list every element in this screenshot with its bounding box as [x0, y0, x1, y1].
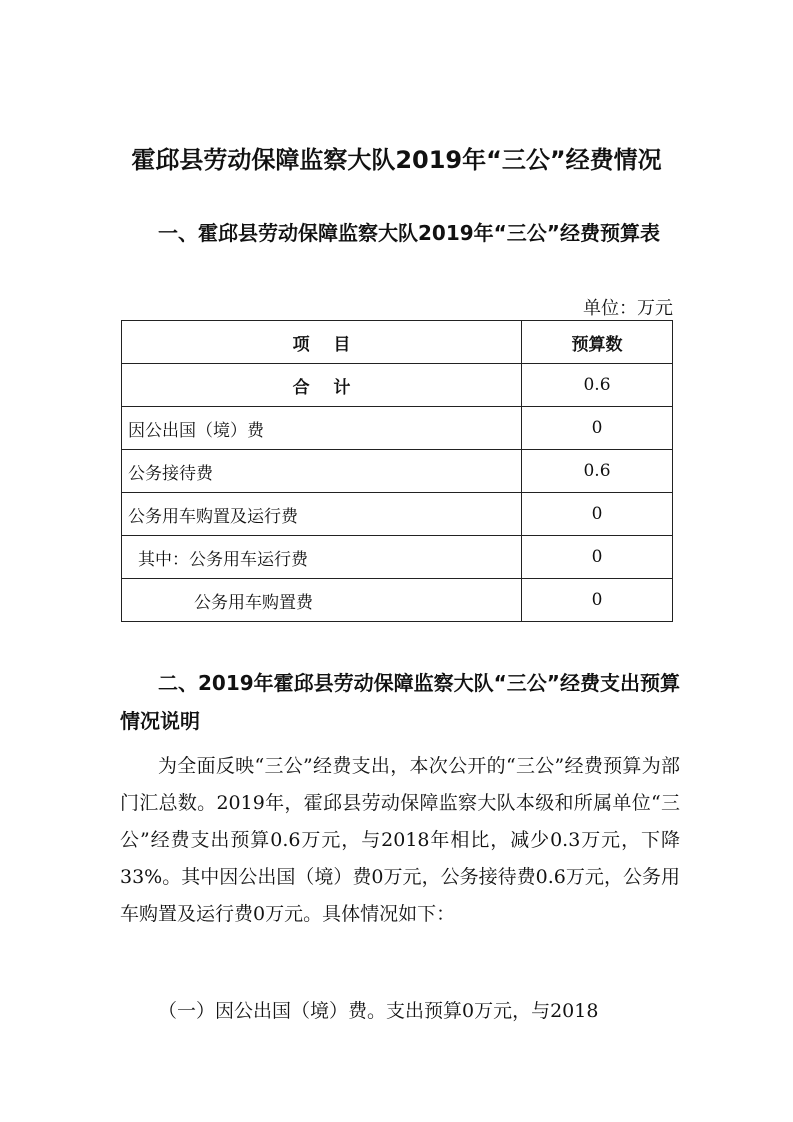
- table-row: [122, 536, 673, 579]
- table-row: [122, 579, 673, 622]
- row-value: 0: [522, 536, 673, 579]
- table-header-row: [122, 321, 673, 364]
- row-value: 0.6: [522, 364, 673, 407]
- section-heading-text: 二、2019年霍邱县劳动保障监察大队“三公”经费支出预算情况说明: [120, 671, 680, 733]
- row-label: 公务用车购置费: [122, 579, 522, 622]
- body-paragraph: 为全面反映“三公”经费支出，本次公开的“三公”经费预算为部门汇总数。2019年，霍邱县劳动保障监察大队本级和所属单位“三公”经费支出预算0.6万元，与2018年相比，减少0.3万元，下降33%。其中因公出国（境）费0万元，公务接待费0.6万元，公务用车购置及运行费0万元。具体情况如下：: [120, 755, 680, 925]
- row-label: 因公出国（境）费: [122, 407, 522, 450]
- section-heading-text: 一、霍邱县劳动保障监察大队2019年“三公”经费预算表: [158, 221, 660, 245]
- row-value: 0: [522, 579, 673, 622]
- unit-label: 单位：万元: [583, 298, 673, 319]
- section-heading-explanation: [120, 664, 680, 740]
- section-heading-budget-table: [120, 214, 680, 252]
- header-budget: 预算数: [522, 321, 673, 364]
- table-row: [122, 407, 673, 450]
- row-label: 合 计: [122, 364, 522, 407]
- row-value: 0: [522, 493, 673, 536]
- row-label: 公务接待费: [122, 450, 522, 493]
- body-paragraph: （一）因公出国（境）费。支出预算0万元，与2018: [158, 1000, 599, 1022]
- table-row: [122, 493, 673, 536]
- row-value: 0: [522, 407, 673, 450]
- table-row: [122, 450, 673, 493]
- budget-table: [121, 320, 673, 622]
- document-title: 霍邱县劳动保障监察大队2019年“三公”经费情况: [131, 146, 662, 174]
- table-row-total: [122, 364, 673, 407]
- header-item: 项 目: [122, 321, 522, 364]
- row-label: 公务用车购置及运行费: [122, 493, 522, 536]
- row-value: 0.6: [522, 450, 673, 493]
- row-label: 其中：公务用车运行费: [122, 536, 522, 579]
